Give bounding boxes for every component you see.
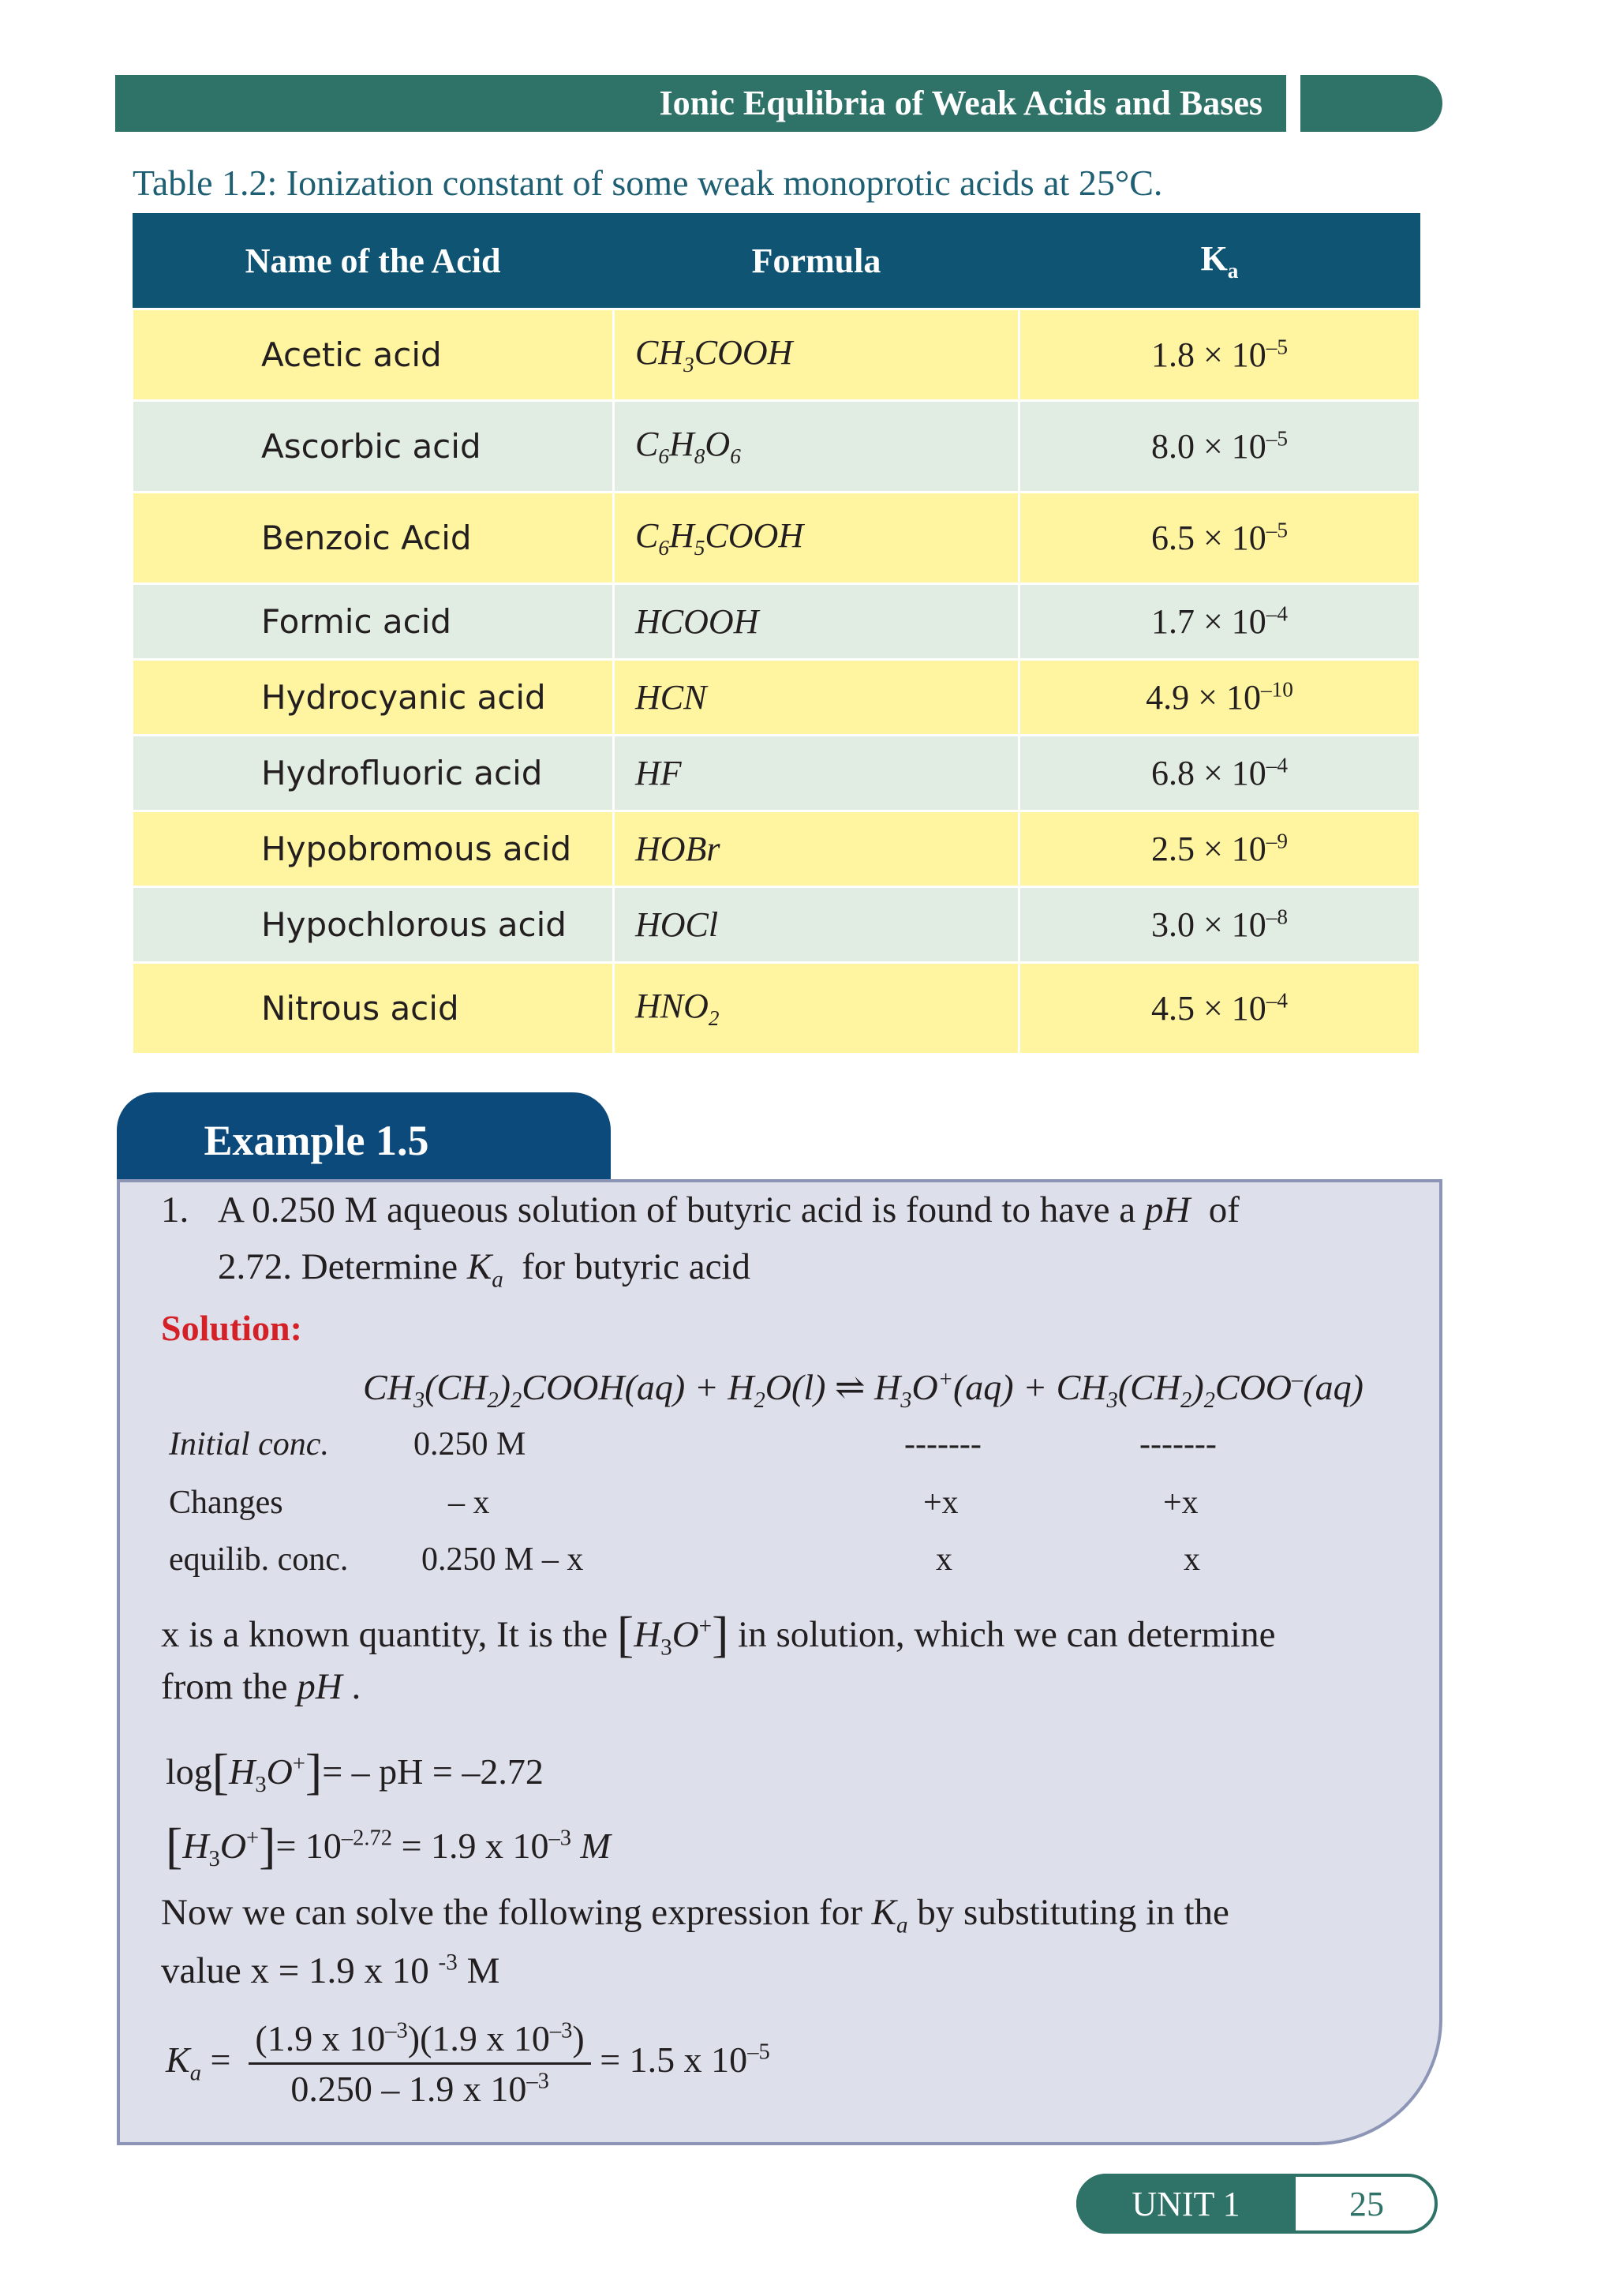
header-title: Ionic Equlibria of Weak Acids and Bases xyxy=(659,84,1262,122)
table-row xyxy=(133,660,1420,736)
ka-denominator: 0.250 – 1.9 x $10^{-3}$ xyxy=(290,2069,549,2109)
acid-name: Benzoic Acid xyxy=(133,493,614,584)
header-tab xyxy=(1300,75,1442,132)
table-row xyxy=(133,736,1420,811)
ice-row2-c3: +x xyxy=(1163,1485,1199,1521)
ice-row1-c3: ------- xyxy=(1139,1426,1217,1463)
ice-row2-c2: +x xyxy=(923,1485,959,1521)
acid-name: Hypobromous acid xyxy=(133,811,614,887)
table-row xyxy=(133,493,1420,584)
question-number: 1. xyxy=(161,1189,189,1230)
table-row xyxy=(133,811,1420,887)
acid-name: Formic acid xyxy=(133,584,614,660)
ice-row1-c1: 0.250 M xyxy=(413,1426,526,1463)
paragraph-known-quantity: x is a known quantity, It is the $[H_3O^+]$ in solution, which we can determine xyxy=(161,1606,1276,1662)
ice-row1-c2: ------- xyxy=(904,1426,982,1463)
paragraph-solve-ka: Now we can solve the following expression for $K_a$ by substituting in the xyxy=(161,1892,1229,1938)
acid-formula: HCN xyxy=(614,660,1019,736)
acid-formula: HCOOH xyxy=(614,584,1019,660)
table-header-row xyxy=(133,213,1420,309)
paragraph-from-ph: from the pH . xyxy=(161,1666,361,1707)
ka-numerator: (1.9 x $10^{-3})(1.9$ x $10^{-3}$) xyxy=(249,2017,590,2065)
acid-name: Hydrofluoric acid xyxy=(133,736,614,811)
table-row xyxy=(133,309,1420,401)
acid-name: Nitrous acid xyxy=(133,963,614,1054)
acid-ka: $6.8 \times 10^{-4}$ xyxy=(1019,736,1420,811)
concentration-equation: $[H_3O^+]= 10^{-2.72} = 1.9$ x $10^{-3}$ M xyxy=(166,1818,611,1874)
ice-row2-c1: – x xyxy=(448,1485,490,1521)
acid-name: Acetic acid xyxy=(133,309,614,401)
ice-row3-c1: 0.250 M – x xyxy=(421,1541,584,1578)
acid-ka: $2.5 \times 10^{-9}$ xyxy=(1019,811,1420,887)
col-header-formula: Formula xyxy=(614,213,1019,309)
table-body xyxy=(133,309,1420,1054)
question-line-2: 2.72. Determine $K_a$ for butyric acid xyxy=(218,1246,750,1293)
acid-table xyxy=(131,213,1421,1055)
ice-row3-label: equilib. conc. xyxy=(169,1541,349,1578)
acid-ka: $8.0 \times 10^{-5}$ xyxy=(1019,401,1420,493)
acid-formula: $CH_3COOH$ xyxy=(614,309,1019,401)
acid-name: Hydrocyanic acid xyxy=(133,660,614,736)
table-caption: Table 1.2: Ionization constant of some weak monoprotic acids at 25°C. xyxy=(133,163,1163,203)
table-row xyxy=(133,584,1420,660)
acid-formula: HOCl xyxy=(614,887,1019,963)
ice-row3-c3: x xyxy=(1184,1541,1200,1578)
equilibrium-arrow: ⇌ xyxy=(834,1367,866,1407)
col-header-name: Name of the Acid xyxy=(133,213,614,309)
acid-formula: $HNO_2$ xyxy=(614,963,1019,1054)
page-number: 25 xyxy=(1349,2185,1384,2223)
ka-fraction xyxy=(249,2017,590,2110)
footer-unit-label: UNIT 1 xyxy=(1076,2174,1296,2234)
acid-name: Ascorbic acid xyxy=(133,401,614,493)
reaction-equation: $CH_3(CH_2)_2COOH(aq) + H_2O(l)$ ⇌ $H_3O^+(aq) + CH_3(CH_2)_2COO^-(aq)$ xyxy=(363,1367,1364,1414)
acid-ka: $4.5 \times 10^{-4}$ xyxy=(1019,963,1420,1054)
ka-result: = 1.5 x $10^{-5}$ xyxy=(600,2039,770,2081)
ice-row1-label: Initial conc. xyxy=(169,1426,329,1463)
acid-ka: $1.7 \times 10^{-4}$ xyxy=(1019,584,1420,660)
solution-label: Solution: xyxy=(161,1308,302,1348)
acid-formula: $C_6H_8O_6$ xyxy=(614,401,1019,493)
acid-ka: $3.0 \times 10^{-8}$ xyxy=(1019,887,1420,963)
acid-ka: $6.5 \times 10^{-5}$ xyxy=(1019,493,1420,584)
table-row xyxy=(133,887,1420,963)
ice-row2-label: Changes xyxy=(169,1485,283,1521)
acid-formula: HF xyxy=(614,736,1019,811)
acid-ka: $4.9 \times 10^{-10}$ xyxy=(1019,660,1420,736)
table-row xyxy=(133,401,1420,493)
example-title: Example 1.5 xyxy=(204,1117,429,1164)
acid-ka: $1.8 \times 10^{-5}$ xyxy=(1019,309,1420,401)
ka-equation: $K_a$ = $\frac{(1.9 x 10^{-3})(1.9 x 10^{-3})}{0.250 - 1.9 x 10^{-3}}$ = 1.5 x $10^{-5}$ xyxy=(166,2018,770,2109)
question-line-1: A 0.250 M aqueous solution of butyric acid is found to have a pH of xyxy=(218,1189,1240,1230)
ice-row3-c2: x xyxy=(936,1541,952,1578)
table-row xyxy=(133,963,1420,1054)
log-equation: $\log[H_3O^+]=$ – pH = –2.72 xyxy=(166,1744,544,1800)
acid-formula: $C_6H_5COOH$ xyxy=(614,493,1019,584)
col-header-ka: $K_a$ xyxy=(1019,213,1420,309)
paragraph-value-x: value x = 1.9 x 10 $^{-3}$ M xyxy=(161,1950,500,1991)
acid-formula: HOBr xyxy=(614,811,1019,887)
acid-name: Hypochlorous acid xyxy=(133,887,614,963)
